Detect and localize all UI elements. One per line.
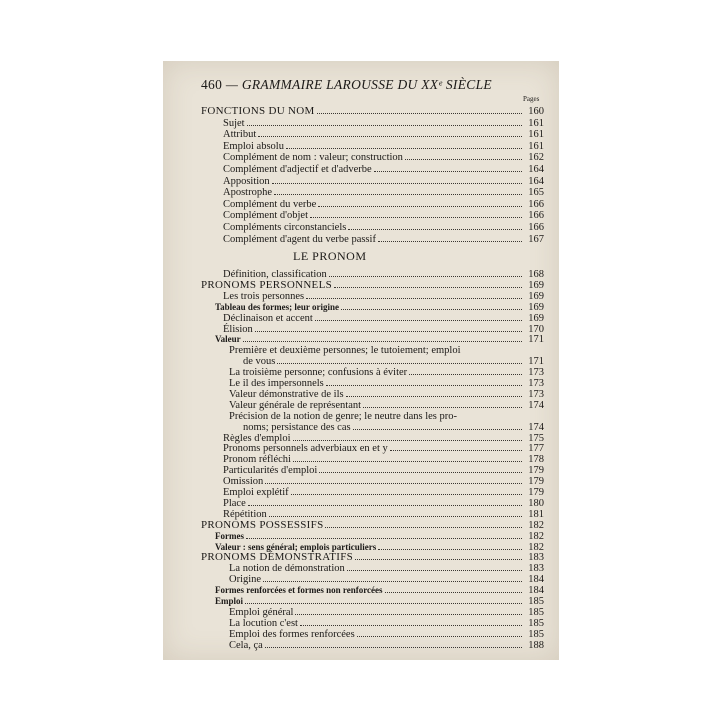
toc-entry-page: 167 xyxy=(528,233,544,245)
dot-leader xyxy=(409,374,522,375)
toc-entry xyxy=(243,356,544,367)
toc-entry-text: Complément du verbe xyxy=(223,198,317,210)
dot-leader xyxy=(363,407,522,408)
toc-entry-page: 179 xyxy=(528,476,544,488)
toc-entry xyxy=(215,596,544,607)
toc-entry-page: 169 xyxy=(528,301,544,313)
toc-entry-text: Formes renforcées et formes non renforcées xyxy=(215,585,383,596)
toc-entry-text: Les trois personnes xyxy=(223,290,305,302)
dot-leader xyxy=(353,429,522,430)
dot-leader xyxy=(243,341,522,342)
toc-entry xyxy=(215,585,544,596)
toc-entry-text: Emploi général xyxy=(229,606,294,618)
toc-entry-text: Valeur : sens général; emplois particuliers xyxy=(215,541,377,552)
toc-entry-page: 174 xyxy=(528,399,544,411)
dot-leader xyxy=(315,320,522,321)
dot-leader xyxy=(295,614,522,615)
toc-entry xyxy=(229,563,544,574)
dot-leader xyxy=(248,505,522,506)
toc-entry-page: 166 xyxy=(528,198,544,210)
toc-entry-page: 164 xyxy=(528,175,544,187)
toc-entry-text: Complément d'adjectif et d'adverbe xyxy=(223,164,372,175)
toc-entry xyxy=(229,640,544,651)
dot-leader xyxy=(325,527,522,528)
toc-entry xyxy=(229,389,544,400)
toc-entry-text: de vous xyxy=(243,356,276,368)
toc-entry-text: Emploi absolu xyxy=(223,140,284,152)
toc-entry-page: 173 xyxy=(528,378,544,389)
toc-entry xyxy=(223,222,544,233)
toc-entry-text: Origine xyxy=(229,574,262,586)
dot-leader xyxy=(317,113,522,114)
toc-entry-text: Règles d'emploi xyxy=(223,432,291,444)
toc-entry-page: 161 xyxy=(528,129,544,141)
toc-entry-page: 184 xyxy=(528,585,544,597)
dot-leader xyxy=(385,592,522,593)
dot-leader xyxy=(255,331,522,332)
toc-entry-page: 171 xyxy=(528,356,544,368)
dot-leader xyxy=(346,396,522,397)
dot-leader xyxy=(293,461,522,462)
dot-leader xyxy=(265,483,522,484)
toc-entry xyxy=(223,234,544,245)
toc-entry xyxy=(229,607,544,618)
toc-entry-text: Emploi xyxy=(215,596,244,606)
toc-entry xyxy=(201,106,544,117)
dot-leader xyxy=(390,450,522,451)
toc-entry-page: 169 xyxy=(528,312,544,324)
dot-leader xyxy=(265,647,522,648)
toc-entry-page: 184 xyxy=(528,574,544,586)
toc-entry xyxy=(223,199,544,210)
dot-leader xyxy=(274,194,522,195)
dot-leader xyxy=(258,136,522,137)
toc-entry-page: 161 xyxy=(528,117,544,129)
toc-entry-page: 183 xyxy=(528,563,544,575)
toc-entry-text: Répétition xyxy=(223,508,267,520)
toc-entry-text: Élision xyxy=(223,323,253,335)
toc-entry xyxy=(229,411,544,422)
toc-entry-page: 162 xyxy=(528,152,544,164)
toc-entry-page: 166 xyxy=(528,210,544,222)
toc-entry-text: Tableau des formes; leur origine xyxy=(215,301,339,312)
toc-entry xyxy=(215,334,544,345)
toc-entry-text: Emploi explétif xyxy=(223,487,289,498)
toc-entry xyxy=(223,152,544,163)
toc-entry xyxy=(223,129,544,140)
running-title: — GRAMMAIRE LAROUSSE DU XXᵉ SIÈCLE xyxy=(225,77,492,92)
dot-leader xyxy=(378,241,522,242)
toc-entry-text: Première et deuxième personnes; le tutoiement; emploi xyxy=(229,345,461,357)
toc-entry xyxy=(201,280,544,291)
toc-entry-page: 173 xyxy=(528,388,544,400)
toc-entry xyxy=(229,378,544,389)
toc-entry xyxy=(223,324,544,335)
dot-leader xyxy=(300,625,522,626)
dot-leader xyxy=(310,217,522,218)
toc-entry xyxy=(223,443,544,454)
toc-entry-text: Apostrophe xyxy=(223,187,272,199)
dot-leader xyxy=(374,171,522,172)
toc-entry-text: Complément de nom : valeur; construction xyxy=(223,152,403,164)
toc-entry-text: Pronoms personnels adverbiaux en et y xyxy=(223,443,388,455)
toc-entry xyxy=(223,118,544,129)
dot-leader xyxy=(318,206,522,207)
toc-entry-page: 183 xyxy=(528,552,544,564)
toc-entry xyxy=(223,141,544,152)
toc-entry-text: Particularités d'emploi xyxy=(223,465,318,477)
toc-entry-text: Place xyxy=(223,497,246,509)
toc-entry-text: Sujet xyxy=(223,117,245,129)
toc-entry-text: Valeur xyxy=(215,334,241,345)
toc-entry-page: 174 xyxy=(528,421,544,433)
toc-entry-page: 188 xyxy=(528,639,544,651)
toc-entry-text: Valeur démonstrative de ils xyxy=(229,388,344,400)
toc-entry-text: Complément d'objet xyxy=(223,210,309,222)
toc-entry-text: PRONOMS PERSONNELS xyxy=(201,278,333,291)
toc-entry-page: 181 xyxy=(528,508,544,520)
dot-leader xyxy=(286,148,522,149)
toc-entry xyxy=(215,531,544,542)
dot-leader xyxy=(355,559,522,560)
toc-entry xyxy=(223,487,544,498)
toc-entry-page: 185 xyxy=(528,628,544,640)
toc-entry xyxy=(223,210,544,221)
toc-entry-page: 178 xyxy=(528,454,544,466)
toc-entry-page: 182 xyxy=(528,519,544,531)
toc-entry-text: PRONOMS POSSESSIFS xyxy=(201,518,324,531)
dot-leader xyxy=(334,287,522,288)
toc-entry-text: PRONOMS DÉMONSTRATIFS xyxy=(201,551,354,564)
dot-leader xyxy=(247,125,522,126)
toc-entry-page: 173 xyxy=(528,367,544,379)
toc-entry xyxy=(223,164,544,175)
toc-entry-text: La notion de démonstration xyxy=(229,563,345,575)
toc-entry-page: 164 xyxy=(528,164,544,175)
dot-leader xyxy=(293,440,522,441)
section-title: LE PRONOM xyxy=(293,249,367,263)
dot-leader xyxy=(378,549,522,550)
dot-leader xyxy=(291,494,522,495)
toc-entry-page: 161 xyxy=(528,140,544,152)
toc-entry xyxy=(223,313,544,324)
toc-entry-text: Pronom réfléchi xyxy=(223,454,291,466)
toc-entry xyxy=(229,367,544,378)
toc-entry-text: La locution c'est xyxy=(229,617,298,629)
toc-entry-text: noms; persistance des cas xyxy=(243,421,351,433)
dot-leader xyxy=(329,276,522,277)
toc-entry xyxy=(229,618,544,629)
toc-entry xyxy=(229,345,544,356)
toc-entry-page: 180 xyxy=(528,497,544,509)
toc-entry xyxy=(223,187,544,198)
dot-leader xyxy=(245,603,522,604)
toc-entry-page: 182 xyxy=(528,541,544,553)
dot-leader xyxy=(319,472,522,473)
toc-entry-text: La troisième personne; confusions à éviter xyxy=(229,367,408,379)
toc-entry-page: 160 xyxy=(528,106,544,117)
toc-entry-text: Précision de la notion de genre; le neutre dans les pro- xyxy=(229,410,458,422)
dot-leader xyxy=(277,363,522,364)
toc-entry xyxy=(223,433,544,444)
toc-entry xyxy=(243,422,544,433)
toc-entry xyxy=(229,400,544,411)
toc-entry-page: 168 xyxy=(528,269,544,280)
toc-entry xyxy=(223,454,544,465)
toc-entry-page: 175 xyxy=(528,432,544,444)
page-number: 460 xyxy=(201,77,223,92)
toc-entry-text: Cela, ça xyxy=(229,639,263,651)
toc-entry-page: 185 xyxy=(528,596,544,607)
toc-entry-text: Compléments circonstanciels xyxy=(223,222,347,233)
toc-entry xyxy=(223,498,544,509)
toc-entry-text: Déclinaison et accent xyxy=(223,312,313,324)
dot-leader xyxy=(269,516,522,517)
toc-entry-text: Omission xyxy=(223,476,264,488)
toc-entry-text: Le il des impersonnels xyxy=(229,378,324,389)
toc-entry-text: Définition, classification xyxy=(223,269,327,280)
toc-entry-text: FONCTIONS DU NOM xyxy=(201,105,315,117)
toc-entry-text: Formes xyxy=(215,530,244,541)
toc-entry-page: 165 xyxy=(528,187,544,199)
toc-entry xyxy=(229,574,544,585)
page-header xyxy=(201,77,492,93)
toc-entry-page: 170 xyxy=(528,323,544,335)
toc-entry xyxy=(229,629,544,640)
pages-column-label: Pages xyxy=(523,95,540,103)
toc-entry xyxy=(223,291,544,302)
toc-entry-page: 185 xyxy=(528,606,544,618)
dot-leader xyxy=(326,385,522,386)
dot-leader xyxy=(272,183,522,184)
toc-entry xyxy=(201,552,544,563)
toc-entry-page: 182 xyxy=(528,530,544,542)
toc-entry-text: Valeur générale de représentant xyxy=(229,399,362,411)
toc-entry-page: 177 xyxy=(528,443,544,455)
toc-entry xyxy=(215,302,544,313)
toc-entry-page: 171 xyxy=(528,334,544,346)
toc-entry-text: Emploi des formes renforcées xyxy=(229,628,355,640)
dot-leader xyxy=(405,159,522,160)
toc-entry xyxy=(223,465,544,476)
book-page xyxy=(163,61,559,660)
toc-entry-page: 169 xyxy=(528,290,544,302)
toc-entry-page: 185 xyxy=(528,617,544,629)
toc-entry xyxy=(223,176,544,187)
toc-entry-text: Attribut xyxy=(223,129,257,141)
toc-entry xyxy=(223,476,544,487)
dot-leader xyxy=(348,229,522,230)
dot-leader xyxy=(246,538,522,539)
toc-entry-text: Complément d'agent du verbe passif xyxy=(223,233,376,245)
dot-leader xyxy=(306,298,522,299)
dot-leader xyxy=(357,636,522,637)
toc-entry xyxy=(201,520,544,531)
toc-entry-text: Apposition xyxy=(223,175,270,187)
dot-leader xyxy=(347,570,522,571)
toc-entry-page: 166 xyxy=(528,222,544,233)
dot-leader xyxy=(263,581,522,582)
dot-leader xyxy=(341,309,522,310)
toc-entry-page: 179 xyxy=(528,465,544,477)
toc-entry-page: 179 xyxy=(528,487,544,498)
toc-entry-page: 169 xyxy=(528,279,544,291)
